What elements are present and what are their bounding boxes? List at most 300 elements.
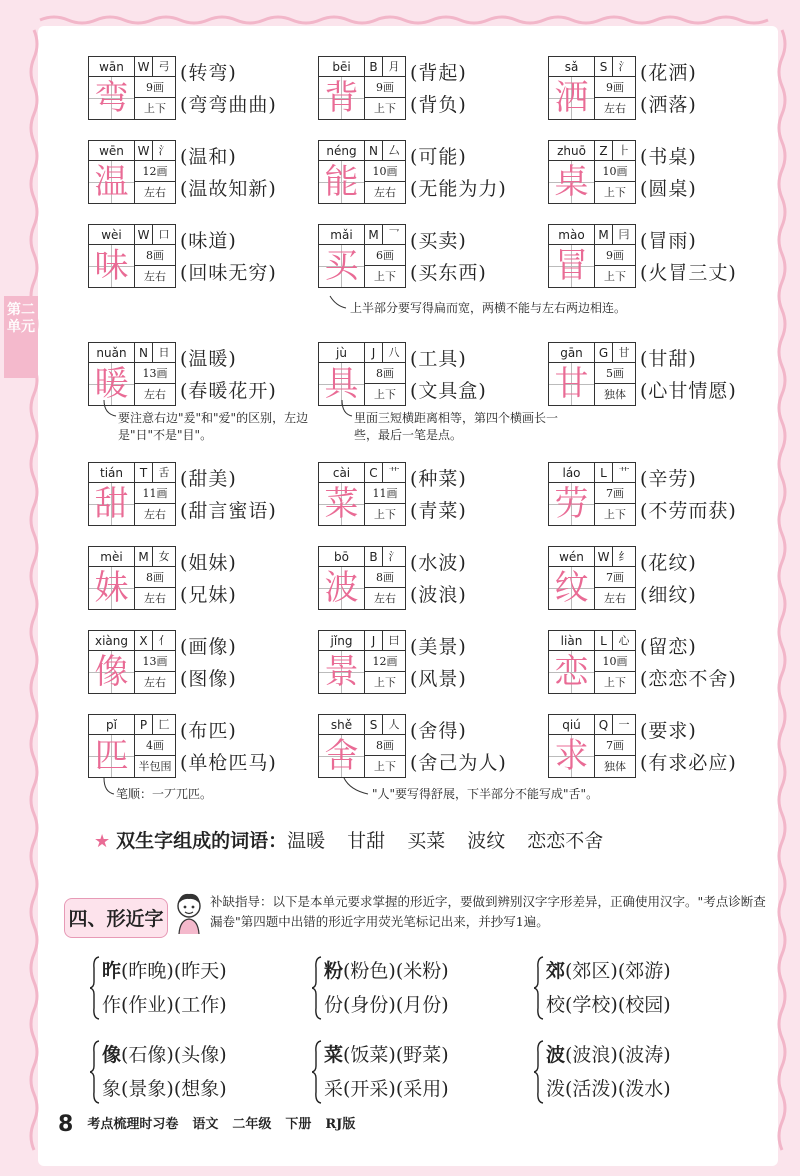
summary-word: 温暖 — [287, 830, 326, 852]
example-word: (洒落) — [640, 94, 697, 116]
stroke-count: 10画 — [595, 651, 635, 672]
example-word: (恋恋不舍) — [640, 668, 737, 690]
stroke-count: 7画 — [595, 735, 635, 756]
initial-letter: B — [365, 547, 383, 567]
char-card-entry — [318, 140, 546, 204]
stroke-count: 11画 — [135, 483, 175, 504]
similar-char: 采 — [324, 1078, 344, 1100]
initial-letter: Z — [595, 141, 613, 161]
main-character — [89, 735, 135, 777]
pinyin: néng — [319, 141, 365, 161]
example-word: (甜美) — [180, 468, 237, 490]
footer-subject: 语文 — [192, 1117, 219, 1132]
char-card — [318, 714, 406, 778]
example-word: (布匹) — [180, 720, 237, 742]
brace-icon — [534, 956, 544, 1020]
example-word: (转弯) — [180, 62, 237, 84]
structure: 半包围 — [138, 760, 172, 773]
initial-letter: M — [135, 547, 153, 567]
char-card-entry — [88, 140, 316, 204]
pinyin: mèi — [89, 547, 135, 567]
unit-side-tab: 第二单元 — [4, 296, 38, 378]
similar-char-row — [102, 1040, 227, 1067]
structure: 左右 — [604, 592, 626, 605]
radical: 心 — [613, 631, 635, 651]
char-card-entry — [88, 224, 316, 288]
pinyin: shě — [319, 715, 365, 735]
radical: 女 — [153, 547, 175, 567]
main-character — [549, 245, 595, 287]
stroke-count: 5画 — [595, 363, 635, 384]
main-character-text: 纹 — [554, 568, 589, 608]
example-word: (可能) — [410, 146, 467, 168]
stroke-count: 7画 — [595, 483, 635, 504]
stroke-count: 12画 — [135, 161, 175, 182]
pinyin: liàn — [549, 631, 595, 651]
example-word: (有求必应) — [640, 752, 737, 774]
initial-letter: W — [135, 57, 153, 77]
summary-words — [287, 830, 625, 852]
radical: 厶 — [383, 141, 405, 161]
stroke-count: 7画 — [595, 567, 635, 588]
pinyin: nuǎn — [89, 343, 135, 363]
example-word: (温暖) — [180, 348, 237, 370]
similar-char: 粉 — [324, 960, 344, 982]
example-word: (文具盒) — [410, 380, 487, 402]
similar-char-row — [102, 956, 227, 983]
char-card-entry — [318, 56, 546, 120]
main-character-text: 舍 — [324, 736, 359, 776]
similar-char-words: (石像)(头像) — [121, 1044, 227, 1066]
main-character — [89, 161, 135, 203]
example-word: (背起) — [410, 62, 467, 84]
similar-char-row — [102, 1074, 227, 1101]
example-word: (图像) — [180, 668, 237, 690]
char-card — [548, 140, 636, 204]
pinyin: jǐng — [319, 631, 365, 651]
main-character-text: 菜 — [324, 484, 359, 524]
main-character-text: 暖 — [94, 364, 129, 404]
char-card — [88, 714, 176, 778]
radical: 匚 — [153, 715, 175, 735]
example-word: (姐妹) — [180, 552, 237, 574]
radical: 冃 — [613, 225, 635, 245]
main-character — [319, 735, 365, 777]
char-card-entry — [88, 546, 316, 610]
main-character-text: 冒 — [554, 246, 589, 286]
similar-char-words: (波浪)(波涛) — [565, 1044, 671, 1066]
similar-char-row — [324, 1074, 449, 1101]
main-character — [549, 363, 595, 405]
main-character — [549, 735, 595, 777]
footer-title: 考点梳理时习卷 — [87, 1117, 179, 1132]
radical: 艹 — [613, 463, 635, 483]
structure: 左右 — [144, 270, 166, 283]
pinyin: pǐ — [89, 715, 135, 735]
char-card-entry — [318, 462, 546, 526]
example-word: (冒雨) — [640, 230, 697, 252]
similar-char: 校 — [546, 994, 566, 1016]
char-card-entry — [318, 224, 546, 288]
char-card-entry — [548, 630, 776, 694]
char-card — [318, 224, 406, 288]
pinyin: wèi — [89, 225, 135, 245]
example-word: (舍己为人) — [410, 752, 507, 774]
initial-letter: P — [135, 715, 153, 735]
main-character-text: 甘 — [554, 364, 589, 404]
initial-letter: Q — [595, 715, 613, 735]
example-word: (种菜) — [410, 468, 467, 490]
stroke-count: 8画 — [365, 735, 405, 756]
radical: 八 — [383, 343, 405, 363]
char-card-entry — [548, 342, 776, 406]
section-title: 四、形近字 — [64, 898, 168, 938]
footer-grade: 二年级 — [232, 1117, 272, 1132]
pinyin: mào — [549, 225, 595, 245]
main-character — [549, 161, 595, 203]
radical: 一 — [613, 715, 635, 735]
initial-letter: W — [135, 141, 153, 161]
similar-char: 昨 — [102, 960, 122, 982]
stroke-count: 4画 — [135, 735, 175, 756]
brace-icon — [90, 956, 100, 1020]
stroke-count: 13画 — [135, 363, 175, 384]
example-word: (要求) — [640, 720, 697, 742]
char-card — [548, 224, 636, 288]
pinyin: láo — [549, 463, 595, 483]
char-card — [88, 140, 176, 204]
radical: 日 — [153, 343, 175, 363]
char-card — [88, 630, 176, 694]
main-character-text: 景 — [324, 652, 359, 692]
char-card — [318, 56, 406, 120]
main-character — [319, 161, 365, 203]
main-character-text: 妹 — [94, 568, 129, 608]
example-word: (温故知新) — [180, 178, 277, 200]
stroke-count: 11画 — [365, 483, 405, 504]
structure: 左右 — [144, 508, 166, 521]
char-card — [548, 630, 636, 694]
similar-char-words: (学校)(校园) — [565, 994, 671, 1016]
example-word: (春暖花开) — [180, 380, 277, 402]
structure: 上下 — [374, 102, 396, 115]
main-character — [319, 245, 365, 287]
example-word: (水波) — [410, 552, 467, 574]
example-word: (细纹) — [640, 584, 697, 606]
char-card-entry — [88, 714, 316, 778]
footer-volume: 下册 — [285, 1117, 312, 1132]
radical: 纟 — [613, 547, 635, 567]
char-card-entry — [88, 462, 316, 526]
structure: 上下 — [374, 676, 396, 689]
main-character-text: 背 — [324, 78, 359, 118]
main-character — [319, 483, 365, 525]
radical: 月 — [383, 57, 405, 77]
example-word: (留恋) — [640, 636, 697, 658]
similar-char-row — [546, 990, 671, 1017]
brace-icon — [534, 1040, 544, 1104]
main-character — [89, 245, 135, 287]
initial-letter: L — [595, 631, 613, 651]
main-character-text: 匹 — [94, 736, 129, 776]
example-word: (波浪) — [410, 584, 467, 606]
twin-words-summary — [94, 826, 625, 853]
radical: 亻 — [153, 631, 175, 651]
pinyin: gān — [549, 343, 595, 363]
example-word: (甜言蜜语) — [180, 500, 277, 522]
stroke-count: 8画 — [365, 363, 405, 384]
summary-word: 买菜 — [407, 830, 446, 852]
stroke-count: 13画 — [135, 651, 175, 672]
example-word: (美景) — [410, 636, 467, 658]
note-pi: 笔顺：一丆兀匹。 — [116, 787, 213, 801]
initial-letter: S — [595, 57, 613, 77]
char-card-entry — [318, 714, 546, 778]
main-character — [549, 483, 595, 525]
char-card — [548, 714, 636, 778]
char-card-entry — [548, 462, 776, 526]
structure: 上下 — [604, 270, 626, 283]
example-word: (买东西) — [410, 262, 487, 284]
page-footer — [58, 1112, 369, 1137]
char-card-entry — [548, 56, 776, 120]
example-word: (背负) — [410, 94, 467, 116]
char-card-entry — [88, 630, 316, 694]
main-character — [89, 483, 135, 525]
summary-word: 波纹 — [467, 830, 506, 852]
char-card — [548, 546, 636, 610]
structure: 独体 — [604, 388, 626, 401]
example-word: (无能为力) — [410, 178, 507, 200]
main-character-text: 桌 — [554, 162, 589, 202]
similar-char-words: (昨晚)(昨天) — [121, 960, 227, 982]
example-word: (回味无穷) — [180, 262, 277, 284]
structure: 左右 — [144, 676, 166, 689]
example-word: (心甘情愿) — [640, 380, 737, 402]
initial-letter: W — [595, 547, 613, 567]
initial-letter: B — [365, 57, 383, 77]
char-card-entry — [318, 546, 546, 610]
brace-icon — [312, 1040, 322, 1104]
stroke-count: 8画 — [135, 567, 175, 588]
stroke-count: 8画 — [135, 245, 175, 266]
example-word: (弯弯曲曲) — [180, 94, 277, 116]
radical: 氵 — [383, 547, 405, 567]
initial-letter: G — [595, 343, 613, 363]
similar-char: 份 — [324, 994, 344, 1016]
char-card-entry — [548, 224, 776, 288]
note-ju: 里面三短横距离相等，第四个横画长一些，最后一笔是点。 — [354, 411, 559, 442]
char-card — [88, 224, 176, 288]
main-character-text: 弯 — [94, 78, 129, 118]
initial-letter: T — [135, 463, 153, 483]
similar-char: 郊 — [546, 960, 566, 982]
initial-letter: N — [365, 141, 383, 161]
similar-char-row — [102, 990, 227, 1017]
stroke-count: 10画 — [595, 161, 635, 182]
similar-char-words: (饭菜)(野菜) — [343, 1044, 449, 1066]
stroke-count: 9画 — [595, 245, 635, 266]
structure: 上下 — [604, 508, 626, 521]
brace-icon — [90, 1040, 100, 1104]
char-card — [318, 546, 406, 610]
similar-char: 像 — [102, 1044, 122, 1066]
example-word: (书桌) — [640, 146, 697, 168]
pinyin: bēi — [319, 57, 365, 77]
summary-word: 甘甜 — [347, 830, 386, 852]
main-character-text: 劳 — [554, 484, 589, 524]
structure: 上下 — [374, 508, 396, 521]
pinyin: tián — [89, 463, 135, 483]
similar-char-row — [324, 1040, 449, 1067]
radical: 乛 — [383, 225, 405, 245]
main-character-text: 波 — [324, 568, 359, 608]
similar-char: 泼 — [546, 1078, 566, 1100]
note-nuan: 要注意右边"爰"和"爱"的区别，左边是"日"不是"目"。 — [118, 411, 309, 442]
pinyin: mǎi — [319, 225, 365, 245]
main-character — [549, 77, 595, 119]
stroke-count: 12画 — [365, 651, 405, 672]
structure: 左右 — [604, 102, 626, 115]
char-card-entry — [88, 342, 316, 406]
main-character — [319, 567, 365, 609]
pinyin: wén — [549, 547, 595, 567]
char-card-entry — [548, 140, 776, 204]
summary-word: 恋恋不舍 — [527, 830, 604, 852]
pinyin: bō — [319, 547, 365, 567]
main-character — [319, 651, 365, 693]
structure: 左右 — [144, 186, 166, 199]
char-card — [318, 630, 406, 694]
radical: 弓 — [153, 57, 175, 77]
example-word: (舍得) — [410, 720, 467, 742]
initial-letter: M — [365, 225, 383, 245]
stroke-count: 9画 — [595, 77, 635, 98]
brace-icon — [312, 956, 322, 1020]
example-word: (不劳而获) — [640, 500, 737, 522]
summary-label: 双生字组成的词语： — [116, 830, 288, 852]
similar-char-words: (活泼)(泼水) — [565, 1078, 671, 1100]
example-word: (青菜) — [410, 500, 467, 522]
pinyin: zhuō — [549, 141, 595, 161]
example-word: (甘甜) — [640, 348, 697, 370]
star-icon: ★ — [94, 831, 111, 852]
structure: 上下 — [144, 102, 166, 115]
main-character — [89, 77, 135, 119]
main-character — [549, 651, 595, 693]
similar-char-words: (粉色)(米粉) — [343, 960, 449, 982]
initial-letter: X — [135, 631, 153, 651]
char-card-entry — [318, 342, 546, 406]
structure: 左右 — [374, 186, 396, 199]
main-character-text: 像 — [94, 652, 129, 692]
structure: 上下 — [374, 388, 396, 401]
similar-char-row — [324, 990, 449, 1017]
structure: 左右 — [374, 592, 396, 605]
char-card — [548, 462, 636, 526]
initial-letter: M — [595, 225, 613, 245]
main-character — [89, 363, 135, 405]
char-card — [88, 546, 176, 610]
char-card — [548, 56, 636, 120]
similar-char: 象 — [102, 1078, 122, 1100]
note-she: "人"要写得舒展，下半部分不能写成"舌"。 — [372, 787, 599, 801]
structure: 上下 — [374, 270, 396, 283]
char-card-entry — [548, 714, 776, 778]
similar-char-row — [324, 956, 449, 983]
note-mao: 上半部分要写得扁而宽，两横不能与左右两边相连。 — [350, 301, 627, 315]
char-card — [88, 56, 176, 120]
radical: 艹 — [383, 463, 405, 483]
char-card — [318, 342, 406, 406]
example-word: (风景) — [410, 668, 467, 690]
stroke-count: 10画 — [365, 161, 405, 182]
page-number: 8 — [58, 1112, 74, 1137]
main-character-text: 温 — [94, 162, 129, 202]
char-card — [318, 462, 406, 526]
radical: 曰 — [383, 631, 405, 651]
main-character-text: 求 — [554, 736, 589, 776]
radical: 人 — [383, 715, 405, 735]
initial-letter: J — [365, 631, 383, 651]
radical: ⺊ — [613, 141, 635, 161]
initial-letter: S — [365, 715, 383, 735]
char-card — [88, 342, 176, 406]
pinyin: jù — [319, 343, 365, 363]
char-card — [548, 342, 636, 406]
initial-letter: L — [595, 463, 613, 483]
main-character — [319, 363, 365, 405]
example-word: (单枪匹马) — [180, 752, 277, 774]
initial-letter: J — [365, 343, 383, 363]
similar-char-words: (身份)(月份) — [343, 994, 449, 1016]
similar-char-words: (郊区)(郊游) — [565, 960, 671, 982]
section-guide: 补缺指导：以下是本单元要求掌握的形近字，要做到辨别汉字字形差异，正确使用汉字。"考点诊断查漏卷"第四题中出错的形近字用荧光笔标记出来，并抄写1遍。 — [210, 894, 766, 929]
example-word: (味道) — [180, 230, 237, 252]
main-character-text: 能 — [324, 162, 359, 202]
pinyin: wēn — [89, 141, 135, 161]
initial-letter: C — [365, 463, 383, 483]
footer-edition: RJ版 — [325, 1117, 356, 1132]
structure: 上下 — [604, 186, 626, 199]
similar-char-words: (开采)(采用) — [343, 1078, 449, 1100]
cartoon-kid-icon — [170, 890, 208, 936]
similar-char-row — [546, 956, 671, 983]
radical: 舌 — [153, 463, 175, 483]
example-word: (辛劳) — [640, 468, 697, 490]
main-character — [89, 567, 135, 609]
similar-char-row — [546, 1074, 671, 1101]
stroke-count: 6画 — [365, 245, 405, 266]
similar-char: 菜 — [324, 1044, 344, 1066]
initial-letter: W — [135, 225, 153, 245]
pinyin: sǎ — [549, 57, 595, 77]
example-word: (花纹) — [640, 552, 697, 574]
structure: 左右 — [144, 388, 166, 401]
main-character-text: 恋 — [554, 652, 589, 692]
example-word: (兄妹) — [180, 584, 237, 606]
structure: 上下 — [604, 676, 626, 689]
char-card — [318, 140, 406, 204]
example-word: (买卖) — [410, 230, 467, 252]
stroke-count: 9画 — [135, 77, 175, 98]
main-character-text: 味 — [94, 246, 129, 286]
main-character-text: 甜 — [94, 484, 129, 524]
initial-letter: N — [135, 343, 153, 363]
similar-char-words: (作业)(工作) — [121, 994, 227, 1016]
main-character — [319, 77, 365, 119]
pinyin: qiú — [549, 715, 595, 735]
